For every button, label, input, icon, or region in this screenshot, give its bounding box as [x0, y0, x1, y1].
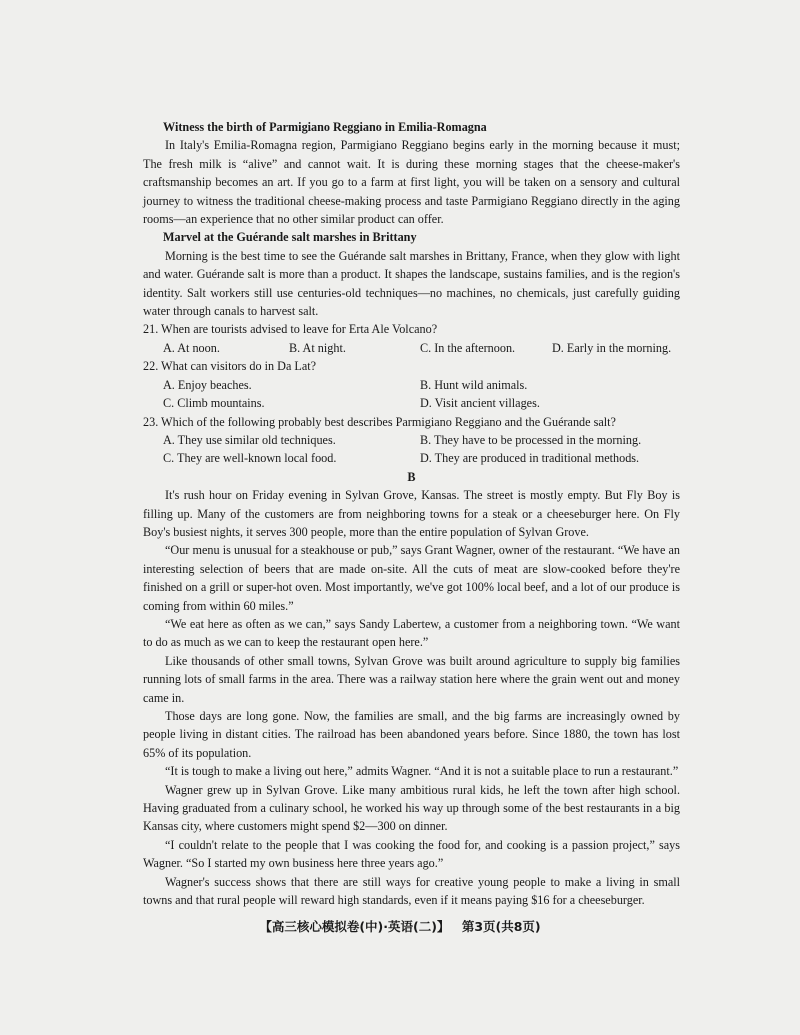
- paragraph-b-4: Like thousands of other small towns, Sylvan Grove was built around agriculture to supply big families running lots of small farms in the area. There was a railway station here where the grain went out and money came in.: [143, 653, 680, 705]
- page-content: [143, 118, 680, 909]
- paragraph-b-6: “It is tough to make a living out here,” admits Wagner. “And it is not a suitable place to run a restaurant.”: [165, 764, 679, 779]
- paragraph-b-1: It's rush hour on Friday evening in Sylvan Grove, Kansas. The street is mostly empty. But Fly Boy is filling up. Many of the customers are from neighboring towns for a steak or a cheeseburger here. On Fly Boy's busiest nights, it serves 300 people, more than the entire population of Sylvan Grove.: [143, 488, 680, 539]
- paragraph-b-7: Wagner grew up in Sylvan Grove. Like many ambitious rural kids, he left the town after high school. Having graduated from a culinary school, he worked his way up through some of the best restaurants in a big Kansas city, where customers might spend $2—300 on dinner.: [143, 782, 680, 834]
- options-row: [143, 376, 680, 394]
- question-21: [143, 320, 680, 357]
- paragraph-b-2: “Our menu is unusual for a steakhouse or pub,” says Grant Wagner, owner of the restaurant. “We have an interesting selection of beers that are made on-site. All the cuts of meat are slow-cooked before they're finished on a grill or super-hot oven. Most importantly, we've got 100% local beef, and a lot of our produce is coming from within 60 miles.”: [143, 543, 680, 613]
- option-c: C. They are well-known local food.: [163, 451, 337, 466]
- option-a: A. They use similar old techniques.: [163, 432, 336, 447]
- page-footer: [0, 917, 800, 935]
- paragraph-b-8: “I couldn't relate to the people that I was cooking the food for, and cooking is a passion project,” says Wagner. “So I started my own business here three years ago.”: [143, 837, 680, 871]
- passage-b-label: B: [407, 469, 416, 484]
- question-stem: 23. Which of the following probably best describes Parmigiano Reggiano and the Guérande salt?: [143, 414, 616, 429]
- option-a: A. Enjoy beaches.: [163, 377, 252, 392]
- section-heading-guerande: Marvel at the Guérande salt marshes in Brittany: [163, 230, 417, 245]
- question-stem: 22. What can visitors do in Da Lat?: [143, 359, 317, 374]
- question-23: [143, 413, 680, 468]
- options-row: [143, 449, 680, 467]
- paragraph-guerande: Morning is the best time to see the Guérande salt marshes in Brittany, France, when they glow with light and water. Guérande salt is more than a product. It shapes the landscape, sustains families, and is the region's identity. Salt workers still use centuries-old techniques—no machines, no chemicals, just carefully guiding water through canals to harvest salt.: [143, 248, 680, 319]
- paragraph-b-3: “We eat here as often as we can,” says Sandy Labertew, a customer from a neighboring town. “We want to do as much as we can to keep the restaurant open here.”: [143, 616, 680, 650]
- option-b: B. They have to be processed in the morning.: [420, 432, 642, 447]
- question-stem: 21. When are tourists advised to leave for Erta Ale Volcano?: [143, 322, 438, 337]
- exam-title: 【高三核心模拟卷(中)·英语(二)】: [259, 919, 450, 934]
- option-d: D. Visit ancient villages.: [420, 396, 540, 411]
- options-row: [143, 394, 680, 412]
- option-d: D. They are produced in traditional methods.: [420, 451, 640, 466]
- option-b: B. Hunt wild animals.: [420, 377, 528, 392]
- option-d: D. Early in the morning.: [552, 340, 672, 355]
- options-row: [143, 431, 680, 449]
- paragraph-parmigiano: In Italy's Emilia-Romagna region, Parmigiano Reggiano begins early in the morning because it must; The fresh milk is “alive” and cannot wait. It is during these morning stages that the cheese-maker's craftsmanship becomes an art. If you go to a farm at first light, you will be taken on a sensory and cultural journey to witness the traditional cheese-making process and taste Parmigiano Reggiano directly in the aging rooms—an experience that no other similar product can offer.: [143, 138, 680, 227]
- paragraph-b-9: Wagner's success shows that there are still ways for creative young people to make a living in small towns and that rural people will reward high standards, even if it means paying $16 for a cheeseburger.: [143, 874, 680, 908]
- option-c: C. In the afternoon.: [420, 340, 516, 355]
- section-heading-parmigiano: Witness the birth of Parmigiano Reggiano in Emilia-Romagna: [163, 120, 487, 134]
- options-row: [143, 339, 680, 357]
- option-a: A. At noon.: [163, 340, 220, 355]
- option-c: C. Climb mountains.: [163, 396, 265, 411]
- question-22: [143, 357, 680, 412]
- paragraph-b-5: Those days are long gone. Now, the families are small, and the big farms are increasingly owned by people living in distant cities. The railroad has been abandoned years before. Since 1880, the town has lost 65% of its population.: [143, 709, 680, 760]
- option-b: B. At night.: [289, 340, 346, 355]
- page-number: 第3页(共8页): [461, 919, 541, 934]
